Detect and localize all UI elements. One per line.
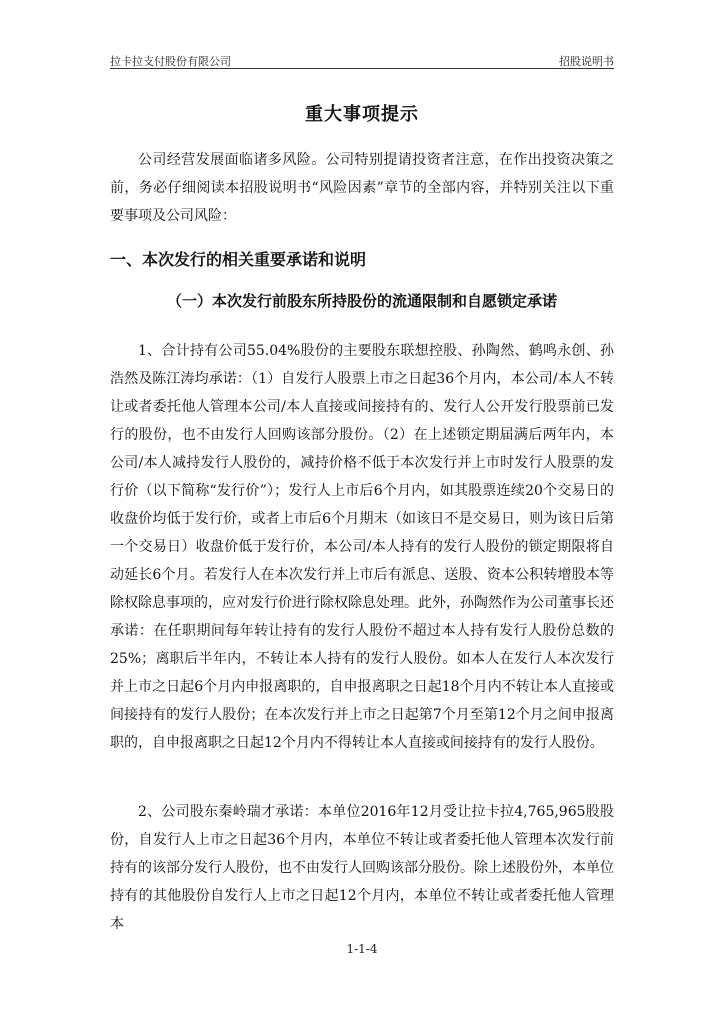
page-header — [110, 50, 614, 70]
commitment-paragraph-2: 2、公司股东秦岭瑞才承诺：本单位2016年12月受让拉卡拉4,765,965股股份，自发行人上市之日起36个月内，本单位不转让或者委托他人管理本次发行前持有的该部分发行人股份，也不由发行人回购该部分股份。除上述股份外，本单位持有的其他股份自发行人上市之日起12个月内，本单位不转让或者委托他人管理本 — [110, 804, 614, 932]
commitment-paragraph-1: 1、合计持有公司55.04%股份的主要股东联想控股、孙陶然、鹤鸣永创、孙浩然及陈江涛均承诺：（1）自发行人股票上市之日起36个月内，本公司/本人不转让或者委托他人管理本公司/本人直接或间接持有的、发行人公开发行股票前已发行的股份，也不由发行人回购该部分股份。（2）在上述锁定期届满后两年内，本公司/本人减持发行人股份的，减持价格不低于本次发行并上市时发行人股票的发行价（以下简称“发行价”）；发行人上市后6个月内，如其股票连续20个交易日的收盘价均低于发行价，或者上市后6个月期末（如该日不是交易日，则为该日后第一个交易日）收盘价低于发行价，本公司/本人持有的发行人股份的锁定期限将自动延长6个月。若发行人在本次发行并上市后有派息、送股、资本公积转增股本等除权除息事项的，应对发行价进行除权除息处理。此外，孙陶然作为公司董事长还承诺：在任职期间每年转让持有的发行人股份不超过本人持有发行人股份总数的25%；离职后半年内，不转让本人持有的发行人股份。如本人在发行人本次发行并上市之日起6个月内申报离职的，自申报离职之日起18个月内不转让本人直接或间接持有的发行人股份；在本次发行并上市之日起第7个月至第12个月之间申报离职的，自申报离职之日起12个月内不得转让本人直接或间接持有的发行人股份。 — [110, 343, 614, 751]
section-heading: 一、本次发行的相关重要承诺和说明 — [110, 250, 367, 269]
header-document-name: 招股说明书 — [559, 55, 614, 68]
page-number: 1-1-4 — [346, 942, 378, 956]
header-divider — [110, 68, 614, 69]
header-company-name: 拉卡拉支付股份有限公司 — [110, 55, 231, 68]
intro-paragraph: 公司经营发展面临诸多风险。公司特别提请投资者注意，在作出投资决策之前，务必仔细阅读本招股说明书“风险因素”章节的全部内容，并特别关注以下重要事项及公司风险： — [110, 152, 614, 224]
subsection-heading: （一）本次发行前股东所持股份的流通限制和自愿锁定承诺 — [166, 292, 557, 310]
page-title: 重大事项提示 — [305, 104, 419, 125]
